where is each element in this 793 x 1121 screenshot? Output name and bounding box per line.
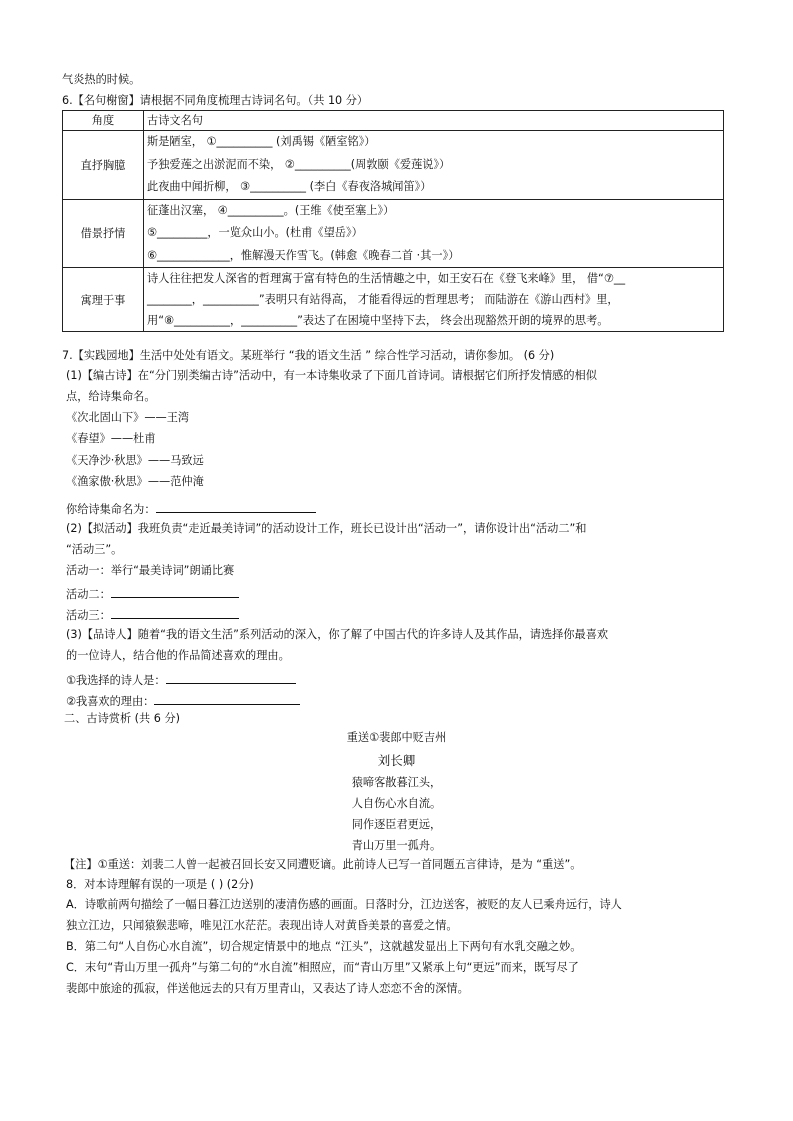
anthology-name-label: 你给诗集命名为： xyxy=(66,503,156,516)
q7-part1-line1: (1)【编古诗】在“分门别类编古诗”活动中，有一本诗集收录了下面几首诗词。请根据它们所抒发情感的相似 xyxy=(66,369,597,382)
choice-poet-row xyxy=(66,671,296,689)
category-scene: 借景抒情 xyxy=(63,199,144,268)
anthology-name-blank[interactable] xyxy=(156,500,316,513)
poem-list-item: 《渔家傲·秋思》——范仲淹 xyxy=(66,475,204,488)
quote-cell xyxy=(144,268,724,332)
table-header-row xyxy=(63,111,724,131)
quote-line: ⑥_____________，惟解漫天作雪飞。(韩愈《晚春二首 ·其一》） xyxy=(147,248,460,262)
quote-line: 此夜曲中闻折柳， ③__________ (李白《春夜洛城闻笛》） xyxy=(147,180,432,193)
q7-part3-line1: (3)【品诗人】随着“我的语文生活”系列活动的深入，你了解了中国古代的许多诗人及其作品，请选择你最喜欢 xyxy=(66,628,609,641)
quote-line: 予独爱莲之出淤泥而不染， ②__________(周敦颐《爱莲说》） xyxy=(147,157,451,171)
choice-poet-label: ①我选择的诗人是： xyxy=(66,674,166,687)
q7-part2-line2: “活动三”。 xyxy=(66,543,123,556)
quote-line: 斯是陋室， ①__________ (刘禹锡《陋室铭》） xyxy=(147,135,376,148)
q7-part3-line2: 的一位诗人，结合他的作品简述喜欢的理由。 xyxy=(66,649,290,662)
table-row-scene xyxy=(63,199,724,268)
table-row-direct xyxy=(63,131,724,200)
poem-title: 重送①裴郎中贬吉州 xyxy=(346,731,447,744)
activity-one: 活动一：举行“最美诗词”朗诵比赛 xyxy=(66,564,235,577)
activity-three-row xyxy=(66,606,239,624)
poem-note: 【注】①重送：刘裴二人曾一起被召回长安又同遭贬谪。此前诗人已写一首同题五言律诗，是为 “重送”。 xyxy=(64,858,582,871)
q7-part2-line1: (2)【拟活动】我班负责“走近最美诗词”的活动设计工作，班长已设计出“活动一”，请你设计出“活动二”和 xyxy=(66,522,587,535)
option-c-line2: 裴郎中旅途的孤寂，伴送他远去的只有万里青山，又表达了诗人恋恋不舍的深情。 xyxy=(66,982,469,995)
q6-title: 6.【名句榭窗】请根据不同角度梳理古诗词名句。（共 10 分） xyxy=(62,94,369,107)
poem-line: 青山万里一孤舟。 xyxy=(351,839,442,852)
poem-list-item: 《春望》——杜甫 xyxy=(66,432,156,445)
q8-stem: 8．对本诗理解有误的一项是 ( ) (2分) xyxy=(66,878,254,891)
category-direct: 直抒胸臆 xyxy=(63,131,144,200)
activity-three-blank[interactable] xyxy=(111,606,239,619)
option-b-line1: B．第二句“人自伤心水自流”，切合规定情景中的地点 “江头”，这就越发显出上下两句有水乳交融之妙。 xyxy=(66,940,582,953)
poem-line: 人自伤心水自流。 xyxy=(351,797,442,810)
q7-title: 7.【实践园地】生活中处处有语文。某班举行 “我的语文生活 ” 综合性学习活动，请你参加。 (6 分) xyxy=(62,349,555,362)
poem-line: 同作逐臣君更远， xyxy=(351,818,442,831)
quote-line: 用“⑧__________，__________”表达了在困境中坚持下去， 终会出现豁然开朗的境界的思考。 xyxy=(147,314,609,327)
section2-title: 二、古诗赏析 (共 6 分) xyxy=(64,712,181,725)
header-angle: 角度 xyxy=(63,111,144,131)
choice-poet-blank[interactable] xyxy=(166,671,296,684)
anthology-name-row xyxy=(66,500,316,518)
q7-part1-line2: 点，给诗集命名。 xyxy=(66,390,156,403)
option-c-line1: C．末句“青山万里一孤舟”与第二句的“水自流”相照应，而“青山万里”又紧承上句“更远”而来，既写尽了 xyxy=(66,961,579,974)
activity-three-label: 活动三： xyxy=(66,609,111,622)
poem-list-item: 《天净沙·秋思》——马致远 xyxy=(66,454,204,467)
quote-line: 诗人往往把发人深省的哲理寓于富有特色的生活情趣之中，如王安石在《登飞来峰》里， 借“⑦__ xyxy=(147,272,626,285)
quote-cell xyxy=(144,199,724,268)
quote-cell xyxy=(144,131,724,200)
poet-name: 刘长卿 xyxy=(377,753,416,768)
poem-list-item: 《次北固山下》——王湾 xyxy=(66,411,190,424)
category-reason: 寓理于事 xyxy=(63,268,144,332)
option-a-line1: A．诗歌前两句描绘了一幅日暮江边送别的凄清伤感的画面。日落时分，江边送客，被贬的友人已乘舟远行，诗人 xyxy=(66,898,622,911)
table-row-reason xyxy=(63,268,724,332)
activity-two-blank[interactable] xyxy=(111,585,239,598)
choice-reason-label: ②我喜欢的理由： xyxy=(66,695,155,708)
poem-line: 猿啼客散暮江头， xyxy=(351,776,442,789)
header-quotes: 古诗文名句 xyxy=(144,111,724,131)
quote-line: ⑤_________，一览众山小。(杜甫《望岳》） xyxy=(147,226,363,239)
choice-reason-row xyxy=(66,692,300,710)
q6-table xyxy=(62,110,724,332)
activity-two-label: 活动二： xyxy=(66,588,111,601)
option-a-line2: 独立江边，只闻猿猴悲啼，唯见江水茫茫。表现出诗人对黄昏美景的喜爱之情。 xyxy=(66,919,458,932)
top-fragment: 气炎热的时候。 xyxy=(62,73,141,86)
choice-reason-blank[interactable] xyxy=(154,692,300,705)
quote-line: ________，__________”表明只有站得高， 才能看得远的哲理思考； 而陆游在《游山西村》里， xyxy=(147,293,619,306)
activity-two-row xyxy=(66,585,239,603)
quote-line: 征蓬出汉塞， ④__________。(王维《使至塞上》） xyxy=(147,203,395,217)
